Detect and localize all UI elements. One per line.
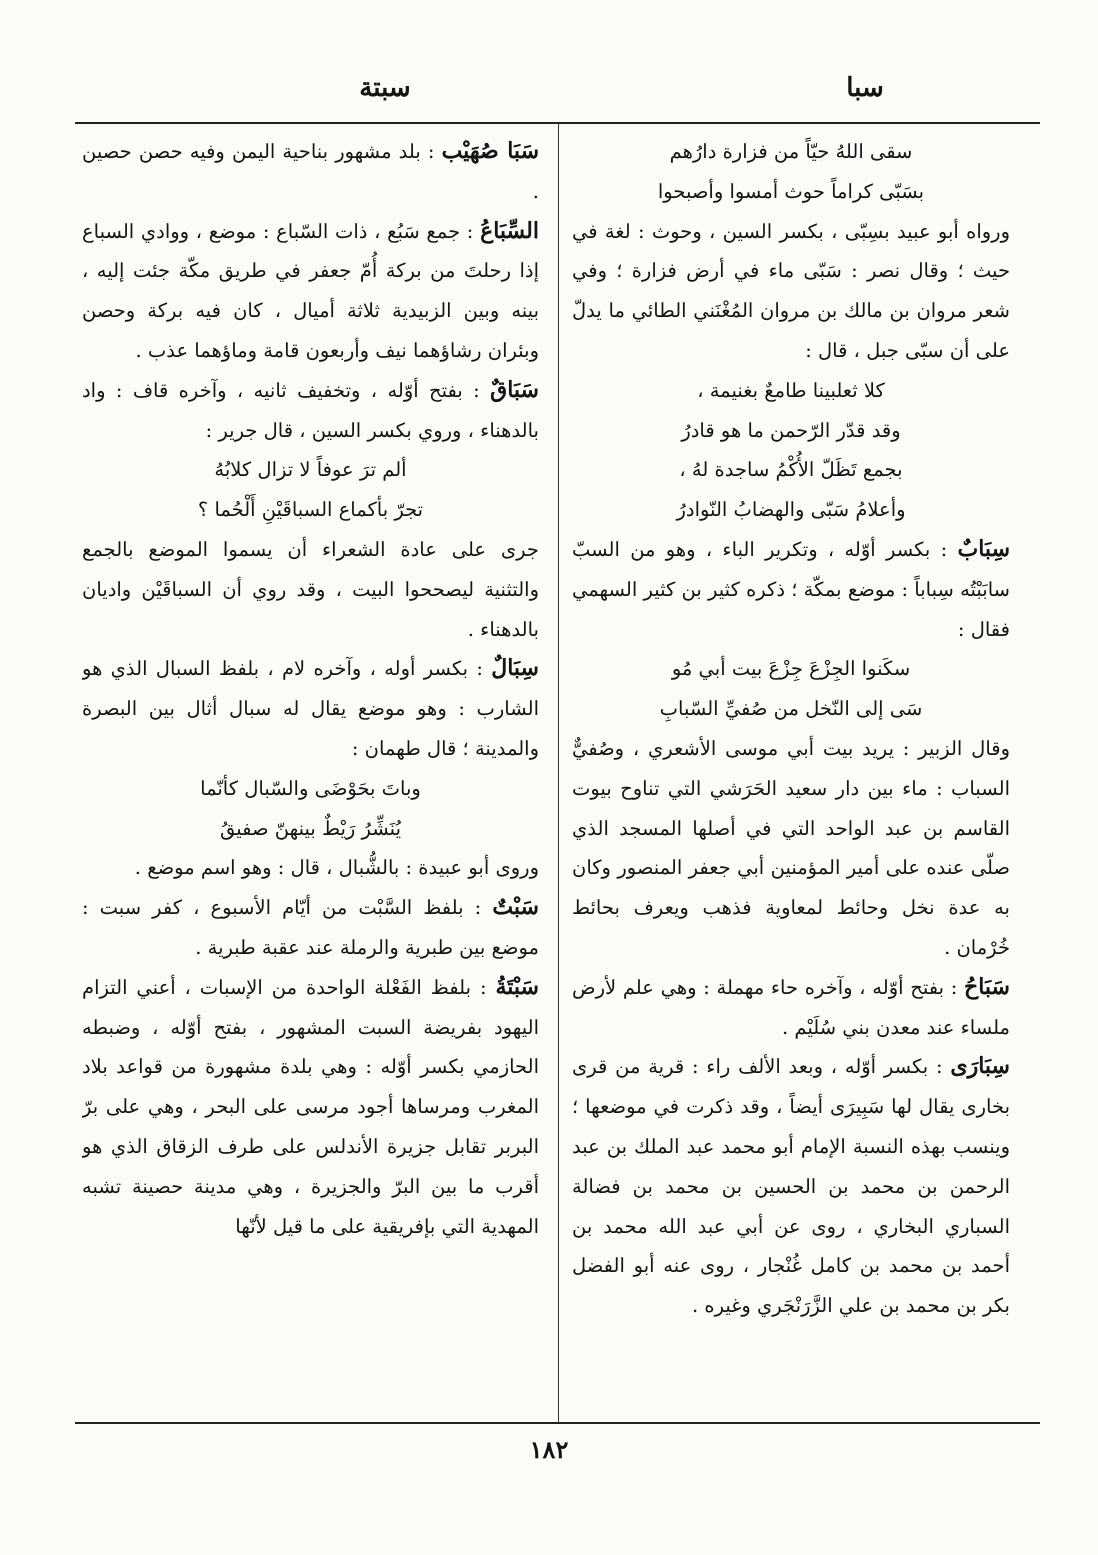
page-number: ١٨٢ bbox=[529, 1435, 569, 1464]
verse-line: وباتَ بحَوْضَى والسّبال كأنّما bbox=[200, 776, 421, 800]
entry-headword: سِبَارَى bbox=[950, 1053, 1010, 1080]
entry-text: : بلفظ السَّبْت من أيّام الأسبوع ، كفر سبت : موضع بين طبرية والرملة عند عقبة طبرية . bbox=[82, 896, 539, 959]
verse-line: يُنَشِّرُ رَيْطٌ بينهنّ صفيقُ bbox=[219, 816, 401, 840]
left-column bbox=[82, 132, 539, 1417]
entry-text: : بفتح أوّله ، وتخفيف ثانيه ، وآخره قاف : واد بالدهناء ، وروي بكسر السين ، قال جرير : bbox=[82, 378, 539, 442]
entry bbox=[572, 530, 1010, 649]
entry bbox=[82, 649, 539, 768]
entry bbox=[82, 968, 539, 1247]
verse-line: سقى اللهُ حيّاً من فزارة دارُهم bbox=[669, 140, 913, 163]
entry bbox=[82, 888, 539, 968]
entry-headword: سِبَابٌ bbox=[957, 535, 1010, 562]
left-running-head: سبتة bbox=[359, 73, 411, 103]
verse-line: وأعلامُ سَبّى والهضابُ النّوادرُ bbox=[676, 498, 906, 522]
verse-line: وقد قدّر الرّحمن ما هو قادرُ bbox=[681, 418, 901, 442]
verse-line: سكَنوا الجِزْعَ جِزْعَ بيت أبي مُو bbox=[671, 657, 911, 681]
entry bbox=[82, 212, 539, 371]
entry-text: : بكسر أوّله ، وتكرير الباء ، وهو من السبّ سابَبْتُه سِباباً : موضع بمكّة ؛ ذكره كثير بن كثير السهمي فقال : bbox=[572, 537, 1010, 641]
right-column bbox=[572, 132, 1010, 1417]
entry bbox=[82, 371, 539, 451]
entry-text: : بلد مشهور بناحية اليمن وفيه حصن حصين . bbox=[82, 140, 539, 203]
paragraph: وروى أبو عبيدة : بالشُّبال ، قال : وهو اسم موضع . bbox=[134, 856, 539, 880]
right-running-head: سبا bbox=[846, 73, 884, 103]
column-divider bbox=[558, 124, 559, 1422]
page-header bbox=[60, 68, 1040, 112]
entry bbox=[572, 1047, 1010, 1326]
entry bbox=[82, 132, 539, 212]
entry-headword: سِبَالٌ bbox=[491, 655, 539, 682]
entry-text: : بفتح أوّله ، وآخره حاء مهملة : وهي علم لأرض ملساء عند معدن بني سُلَيْم . bbox=[572, 975, 1010, 1039]
entry-headword: سَبَاقٌ bbox=[490, 376, 539, 403]
verse-line: كلا ثعلبينا طامعٌ بغنيمة ، bbox=[697, 378, 885, 402]
entry-headword: سَبْتَةُ bbox=[495, 973, 539, 1000]
verse-line: بسَبّى كراماً حوث أمسوا وأصبحوا bbox=[657, 179, 925, 203]
entry-headword: سَبَاحُ bbox=[964, 973, 1010, 1000]
paragraph: وقال الزبير : يريد بيت أبي موسى الأشعري ، وصُفيٌّ السباب : ماء بين دار سعيد الحَرَشي التي تناوح بيوت القاسم بن عبد الواحد التي في أصلها المسجد الذي صلّى عنده على أمير المؤمنين أبي جعفر المنصور وكان به عدة نخل وحائط لمعاوية فذهب ويعرف بحائط خُرْمان . bbox=[572, 736, 1010, 959]
footer-rule bbox=[75, 1422, 1040, 1424]
verse-line: تجرّ بأكماع السباقَيْنِ أَلْحُما ؟ bbox=[197, 498, 424, 522]
entry-text: : بكسر أوله ، وآخره لام ، بلفظ السبال الذي هو الشارب : وهو موضع يقال له سبال أثال بين البصرة والمدينة ؛ قال طهمان : bbox=[82, 657, 539, 760]
entry-headword: السِّبَاعُ bbox=[480, 217, 539, 244]
entry-headword: سَبَا صُهَيْب bbox=[441, 138, 539, 164]
paragraph: ورواه أبو عبيد بسِبّى ، بكسر السين ، وحوث : لغة في حيث ؛ وقال نصر : سَبّى ماء في أرض فزارة ؛ وفي شعر مروان بن مالك بن مروان المُغْنَني الطائي ما يدلّ على أن سبّى جبل ، قال : bbox=[572, 219, 1010, 362]
entry bbox=[572, 968, 1010, 1048]
entry-text: : بكسر أوّله ، وبعد الألف راء : قرية من قرى بخارى يقال لها سَبِيرَى أيضاً ، وقد ذكرت في موضعها ؛ وينسب بهذه النسبة الإمام أبو محمد عبد الملك بن عبد الرحمن بن محمد بن الحسين بن محمد بن فضالة السباري البخاري ، روى عن أبي عبد الله محمد بن أحمد بن محمد بن كامل غُنْجار ، روى عنه أبو الفضل بكر بن محمد بن علي الزَّرَنْجَري وغيره . bbox=[572, 1055, 1010, 1318]
verse-line: بجمع تَظَلّ الأُكْمُ ساجدة لهُ ، bbox=[679, 458, 903, 482]
entry-headword: سَبْتٌ bbox=[492, 894, 539, 921]
paragraph: جرى على عادة الشعراء أن يسموا الموضع بالجمع والتثنية ليصححوا البيت ، وقد روي أن السباقَيْن واديان بالدهناء . bbox=[82, 537, 539, 641]
verse-line: ألم ترَ عوفاً لا تزال كلابُهُ bbox=[214, 458, 407, 482]
verse-line: سَى إلى النّخل من صُفيِّ السّبابِ bbox=[659, 697, 923, 721]
entry-text: : بلفظ الفَعْلة الواحدة من الإسبات ، أعني التزام اليهود بفريضة السبت المشهور ، بفتح أوّله ، وضبطه الحازمي بكسر أوّله : وهي بلدة مشهورة من قواعد بلاد المغرب ومرساها أجود مرسى على البحر ، وهي على برّ البربر تقابل جزيرة الأندلس على طرف الزقاق الذي هو أقرب ما بين البرّ والجزيرة ، وهي مدينة حصينة تشبه المهدية التي بإفريقية على ما قيل لأنّها bbox=[82, 975, 539, 1238]
entry-text: : جمع سَبُع ، ذات السّباع : موضع ، ووادي السباع إذا رحلتَ من بركة أُمّ جعفر في طريق مكّة جئت إليه ، بينه وبين الزبيدية ثلاثة أميال ، كان فيه بركة وحصن وبئران رشاؤهما نيف وأربعون قامة وماؤهما عذب . bbox=[82, 219, 539, 362]
